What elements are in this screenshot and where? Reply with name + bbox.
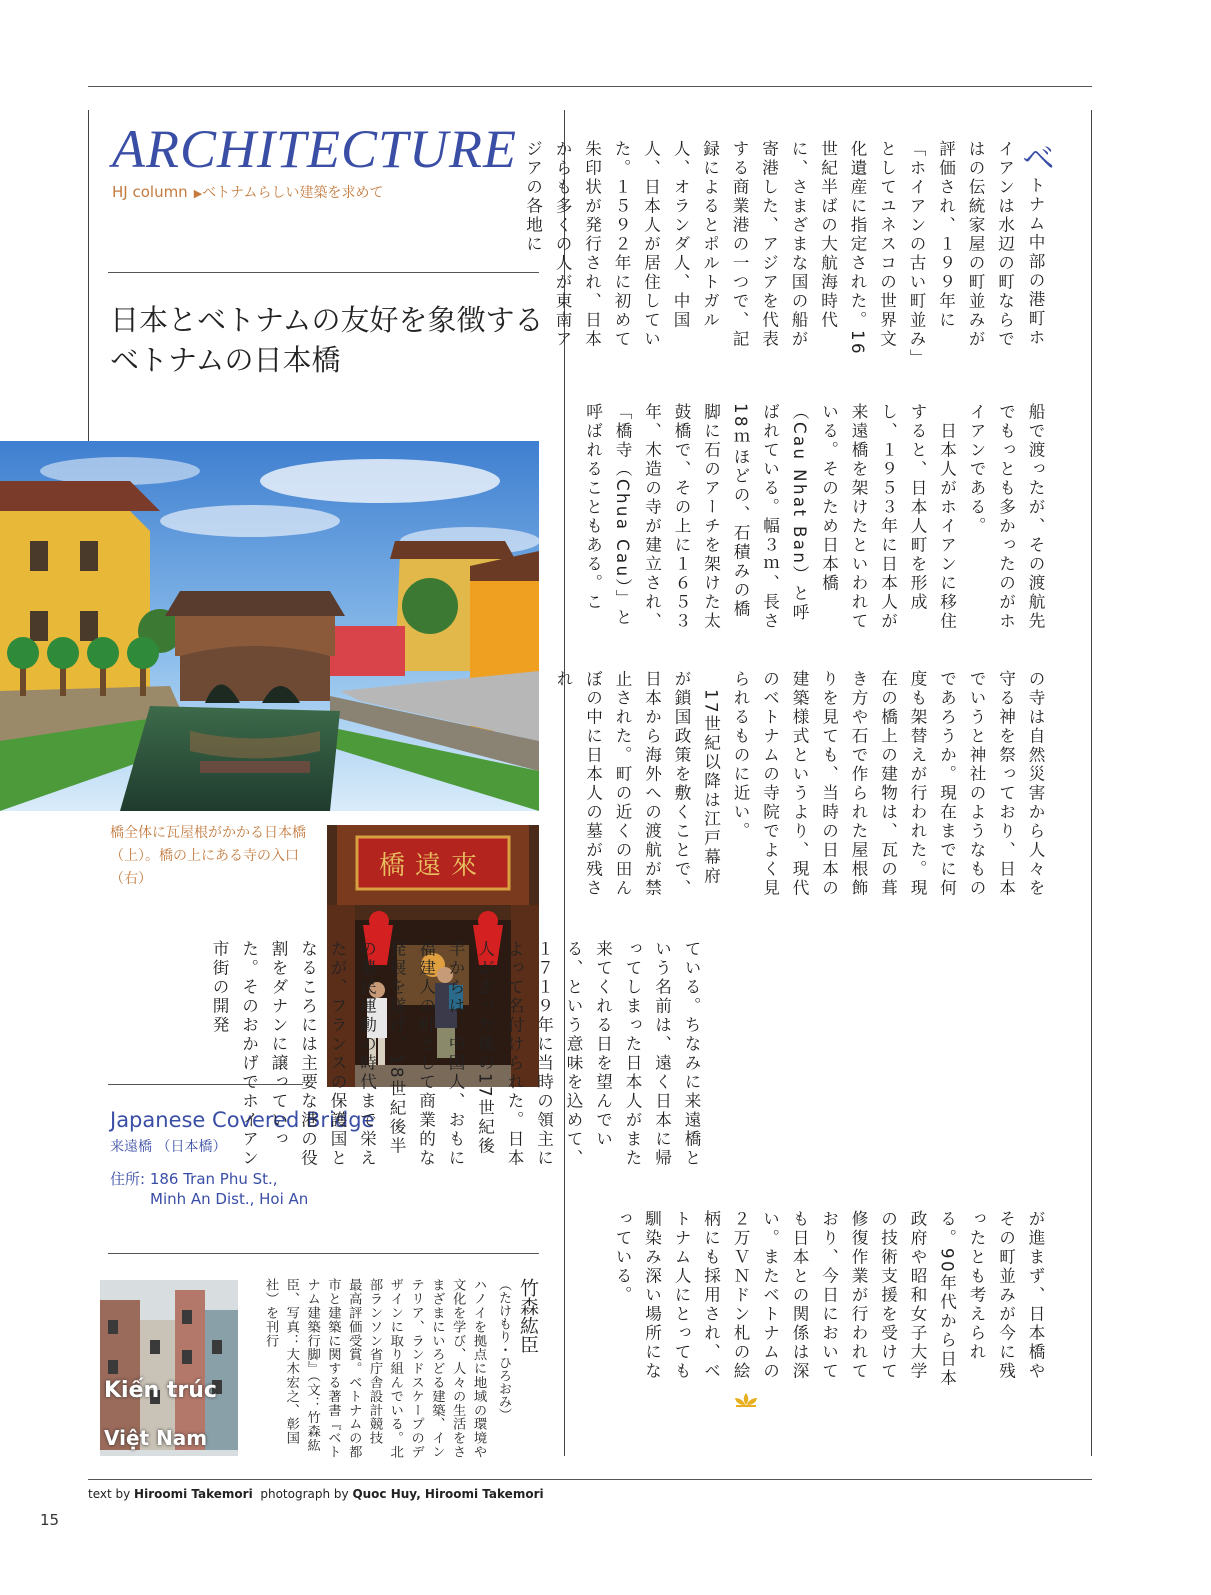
column-subtitle: ベトナムらしい建築を求めて bbox=[202, 185, 384, 201]
article-upper-column-2: 船で渡ったが、その渡航先でもっとも多かったのがホイアンである。 日本人がホイアンに移住すると、日本人町を形成し、１９５３年に日本人が来遠橋を架けたといわれている。そのため日本橋（Cau Nhat Ban）と呼ばれている。幅３ｍ、長さ18ｍほどの、石積みの橋脚に石のアーチを架けた太鼓橋で、その上に１６５３年、木造の寺が建立され、「橋寺（Chua Cau）」と呼ばれることもある。こ bbox=[583, 403, 1045, 631]
headline bbox=[110, 300, 544, 380]
book-title-line-1: Kiến trúc bbox=[104, 1378, 217, 1403]
credits bbox=[88, 1487, 544, 1501]
headline-line-2: ベトナムの日本橋 bbox=[110, 343, 341, 377]
temple-sign-text: 橋遠來 bbox=[378, 851, 488, 881]
book-cover bbox=[100, 1280, 238, 1456]
bio-divider bbox=[108, 1253, 539, 1254]
address-line-2: Minh An Dist., Hoi An bbox=[150, 1190, 309, 1208]
article-upper-column-3: の寺は自然災害から人々を守る神を祭っており、日本でいうと神社のようなものであろうか。現在までに何度も架替えが行われた。現在の橋上の建物は、瓦の葺き方や石で作られた屋根飾りを見ても、当時の日本の建築様式というより、現代のベトナムの寺院でよく見られるものに近い。 17世紀以降は江戸幕府が鎖国政策を敷くことで、日本から海外への渡航が禁止された。町の近くの田んぼの中に日本人の墓が残され bbox=[554, 670, 1045, 898]
page-number: 15 bbox=[40, 1511, 60, 1529]
text-credit-author: Hiroomi Takemori bbox=[134, 1487, 253, 1501]
author-bio: ハノイを拠点に地域の環境や文化を学び、人々の生活をさまざまにいろどる建築、インテリア、ランドスケープのデザインに取り組んでいる。北部ランソン省庁舎設計競技 最高評価受賞。ベトナムの都市と建築に関する著書『ベトナム建築行脚』（文：竹森紘臣、写真：大木宏之、彰国社）を刊行 bbox=[263, 1278, 486, 1459]
right-frame-rule bbox=[1091, 110, 1092, 1456]
bridge-name-en: Japanese Covered Bridge bbox=[110, 1108, 375, 1132]
author-name: 竹森紘臣 bbox=[517, 1278, 539, 1354]
play-icon: ▶ bbox=[193, 187, 203, 200]
photo-caption: 橋全体に瓦屋根がかかる日本橋（上）。橋の上にある寺の入口（右） bbox=[110, 825, 306, 887]
text-credit-label: text by bbox=[88, 1487, 135, 1501]
photo-credit-authors: Quoc Huy, Hiroomi Takemori bbox=[352, 1487, 544, 1501]
top-rule bbox=[88, 86, 1092, 87]
article-lower-column-1: ている。ちなみに来遠橋という名前は、遠く日本に帰ってしまった日本人がまた来てくれる日を望んでいる、という意味を込めて、１７１９年に当時の領主によって名付けられた。日本人が去った後の17世紀後半からは、中国人、おもに福建人の町として商業的な発展を遂げ、18世紀後半の農民運動の時代まで栄えたが、フランスの保護国となるころには主要な港の役割をダナンに譲っていった。そのおかげでホイアン市街の開発 bbox=[210, 940, 701, 1168]
column-name: HJ column bbox=[112, 183, 188, 201]
bridge-photo-illustration bbox=[0, 441, 539, 811]
headline-line-1: 日本とベトナムの友好を象徴する bbox=[110, 303, 544, 337]
bridge-photo bbox=[0, 441, 539, 811]
photo-credit-label: photograph by bbox=[260, 1487, 353, 1501]
article-upper-column-1 bbox=[518, 140, 1055, 366]
article-lower-column-2: が進まず、日本橋やその町並みが今に残ったとも考えられる。90年代から日本政府や昭和女子大学の技術支援を受けて修復作業が行われており、今日においても日本との関係は深い。またベトナムの２万ＶＮドン札の絵柄にも採用され、ベトナム人にとっても馴染み深い場所になっている。 bbox=[613, 1210, 1045, 1388]
column-label bbox=[112, 182, 383, 202]
lotus-icon bbox=[732, 1392, 760, 1408]
left-frame-rule bbox=[88, 110, 89, 442]
header-divider bbox=[108, 272, 539, 273]
article-upper-column-1-text: トナム中部の港町ホイアンは水辺の町ならではの伝統家屋の町並みが評価され、１９９年に「ホイアンの古い町並み」としてユネスコの世界文化遺産に指定された。16世紀半ばの大航海時代に、さまざまな国の船が寄港した、アジアを代表する商業港の一つで、記録によるとポルトガル人、オランダ人、中国人、日本人が居住していた。１５９２年に初めて朱印状が発行され、日本からも多くの人が東南アジアの各地に bbox=[523, 140, 1045, 360]
section-title: ARCHITECTURE bbox=[112, 119, 518, 179]
author-name-reading: （たけもり・ひろおみ） bbox=[496, 1278, 511, 1421]
dropcap: ベ bbox=[1015, 140, 1055, 177]
book-title-line-2: Việt Nam bbox=[104, 1426, 208, 1450]
bottom-rule bbox=[88, 1479, 1092, 1480]
address-line-1: 住所: 186 Tran Phu St., bbox=[110, 1170, 278, 1188]
bridge-name-jp: 来遠橋 （日本橋） bbox=[110, 1139, 227, 1155]
